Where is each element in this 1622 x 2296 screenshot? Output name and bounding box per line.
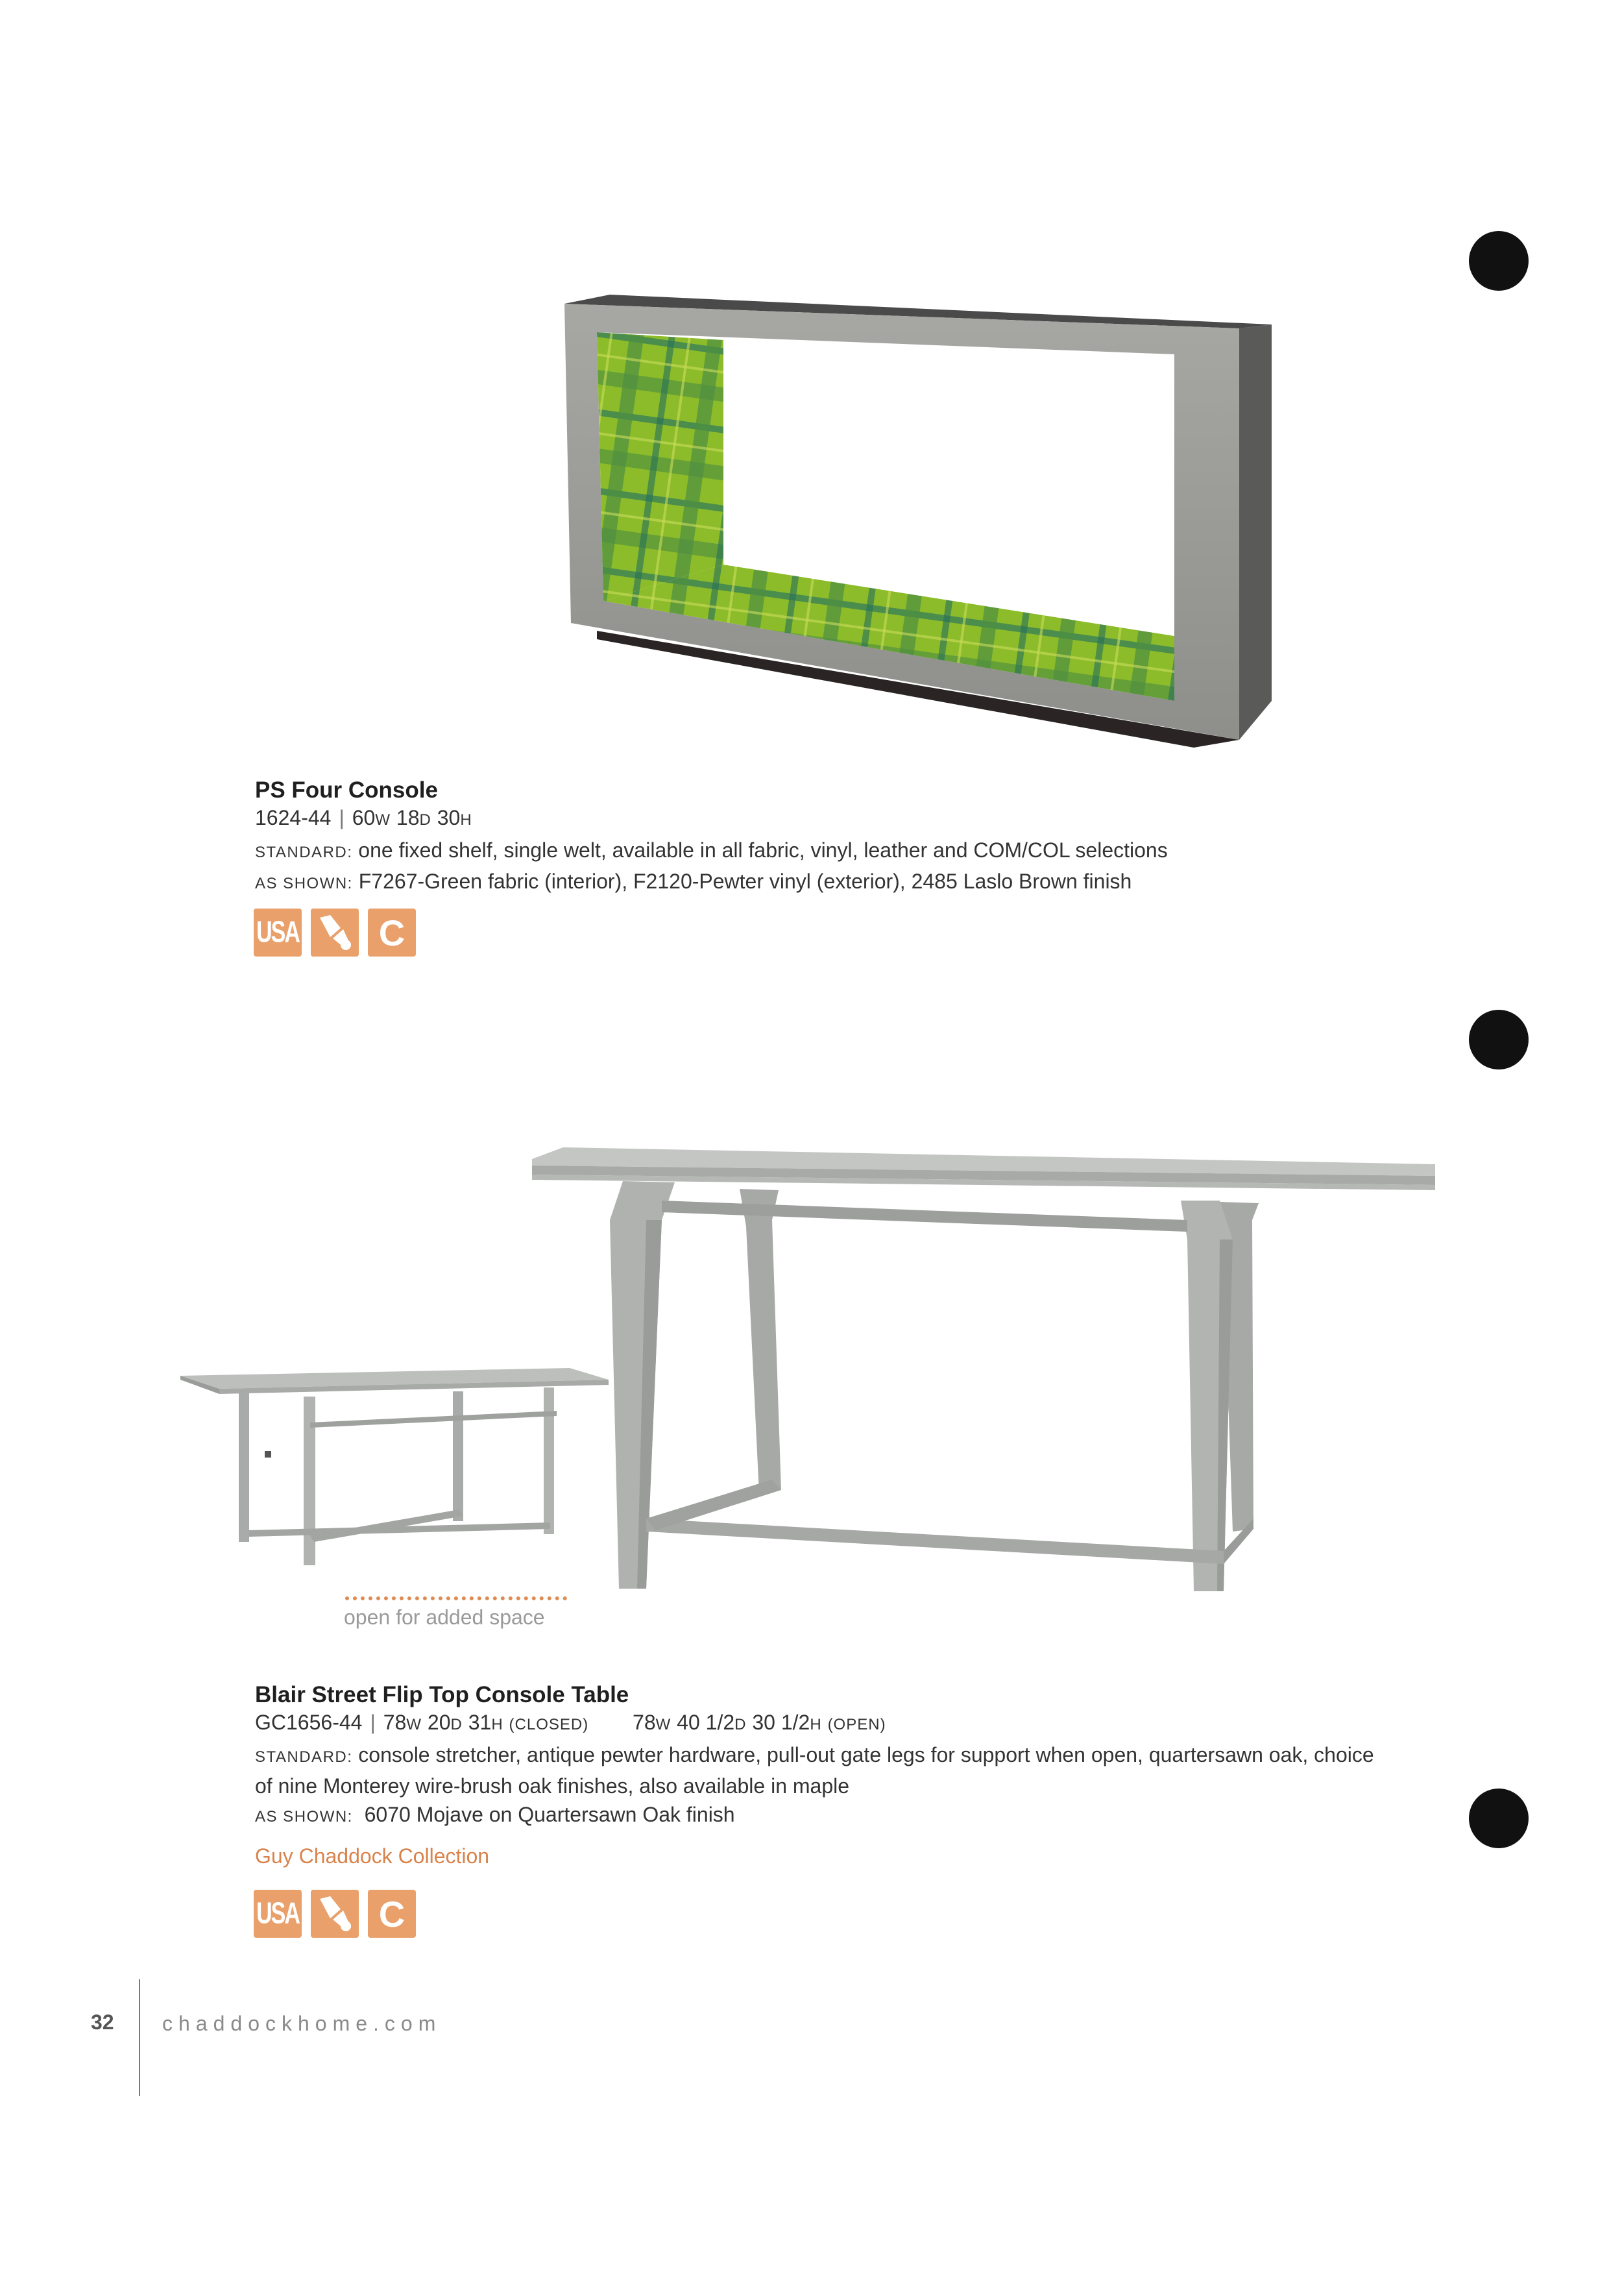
product-title: Blair Street Flip Top Console Table — [255, 1682, 629, 1707]
website-link[interactable]: chaddockhome.com — [162, 2012, 442, 2035]
feature-badges — [254, 909, 416, 957]
page-number: 32 — [91, 2010, 114, 2034]
c-badge: C — [368, 1890, 416, 1938]
feature-badges — [254, 1890, 416, 1938]
as-shown-label: AS SHOWN: — [255, 875, 353, 892]
as-shown-text: 6070 Mojave on Quartersawn Oak finish — [364, 1803, 735, 1826]
product-dimensions: GC1656-44 | 78W 20D 31H (CLOSED) 78W 40 1/2D 30 1/2H (OPEN) — [255, 1711, 886, 1734]
product-sku: 1624-44 — [255, 806, 332, 829]
registration-dot-3 — [1469, 1789, 1529, 1848]
usa-badge: USA — [254, 909, 302, 957]
standard-text: console stretcher, antique pewter hardware, pull-out gate legs for support when open, quartersawn oak, choice of nine Monterey wire-brush oak finishes, also available in maple — [255, 1743, 1374, 1798]
product-sku: GC1656-44 — [255, 1711, 363, 1734]
product-specs — [255, 836, 1397, 898]
caption-dotted-rule — [345, 1596, 567, 1600]
brush-icon — [311, 1890, 359, 1938]
standard-label: STANDARD: — [255, 1748, 353, 1766]
product-title: PS Four Console — [255, 777, 438, 803]
standard-label: STANDARD: — [255, 844, 353, 861]
usa-badge: USA — [254, 1890, 302, 1938]
product-specs — [255, 1740, 1397, 1831]
c-badge: C — [368, 909, 416, 957]
flip-top-console-closed-image — [532, 1129, 1440, 1596]
registration-dot-2 — [1469, 1010, 1529, 1069]
open-caption: open for added space — [344, 1606, 545, 1629]
brush-icon — [311, 909, 359, 957]
standard-text: one fixed shelf, single welt, available in all fabric, vinyl, leather and COM/COL selections — [358, 838, 1168, 862]
ps-four-console-image — [558, 286, 1285, 753]
as-shown-text: F7267-Green fabric (interior), F2120-Pewter vinyl (exterior), 2485 Laslo Brown finish — [358, 870, 1132, 893]
as-shown-label: AS SHOWN: — [255, 1808, 353, 1826]
footer-divider — [139, 1979, 140, 2096]
product-dimensions: 1624-44 | 60W 18D 30H — [255, 806, 472, 829]
registration-dot-1 — [1469, 231, 1529, 291]
collection-link[interactable]: Guy Chaddock Collection — [255, 1844, 490, 1868]
